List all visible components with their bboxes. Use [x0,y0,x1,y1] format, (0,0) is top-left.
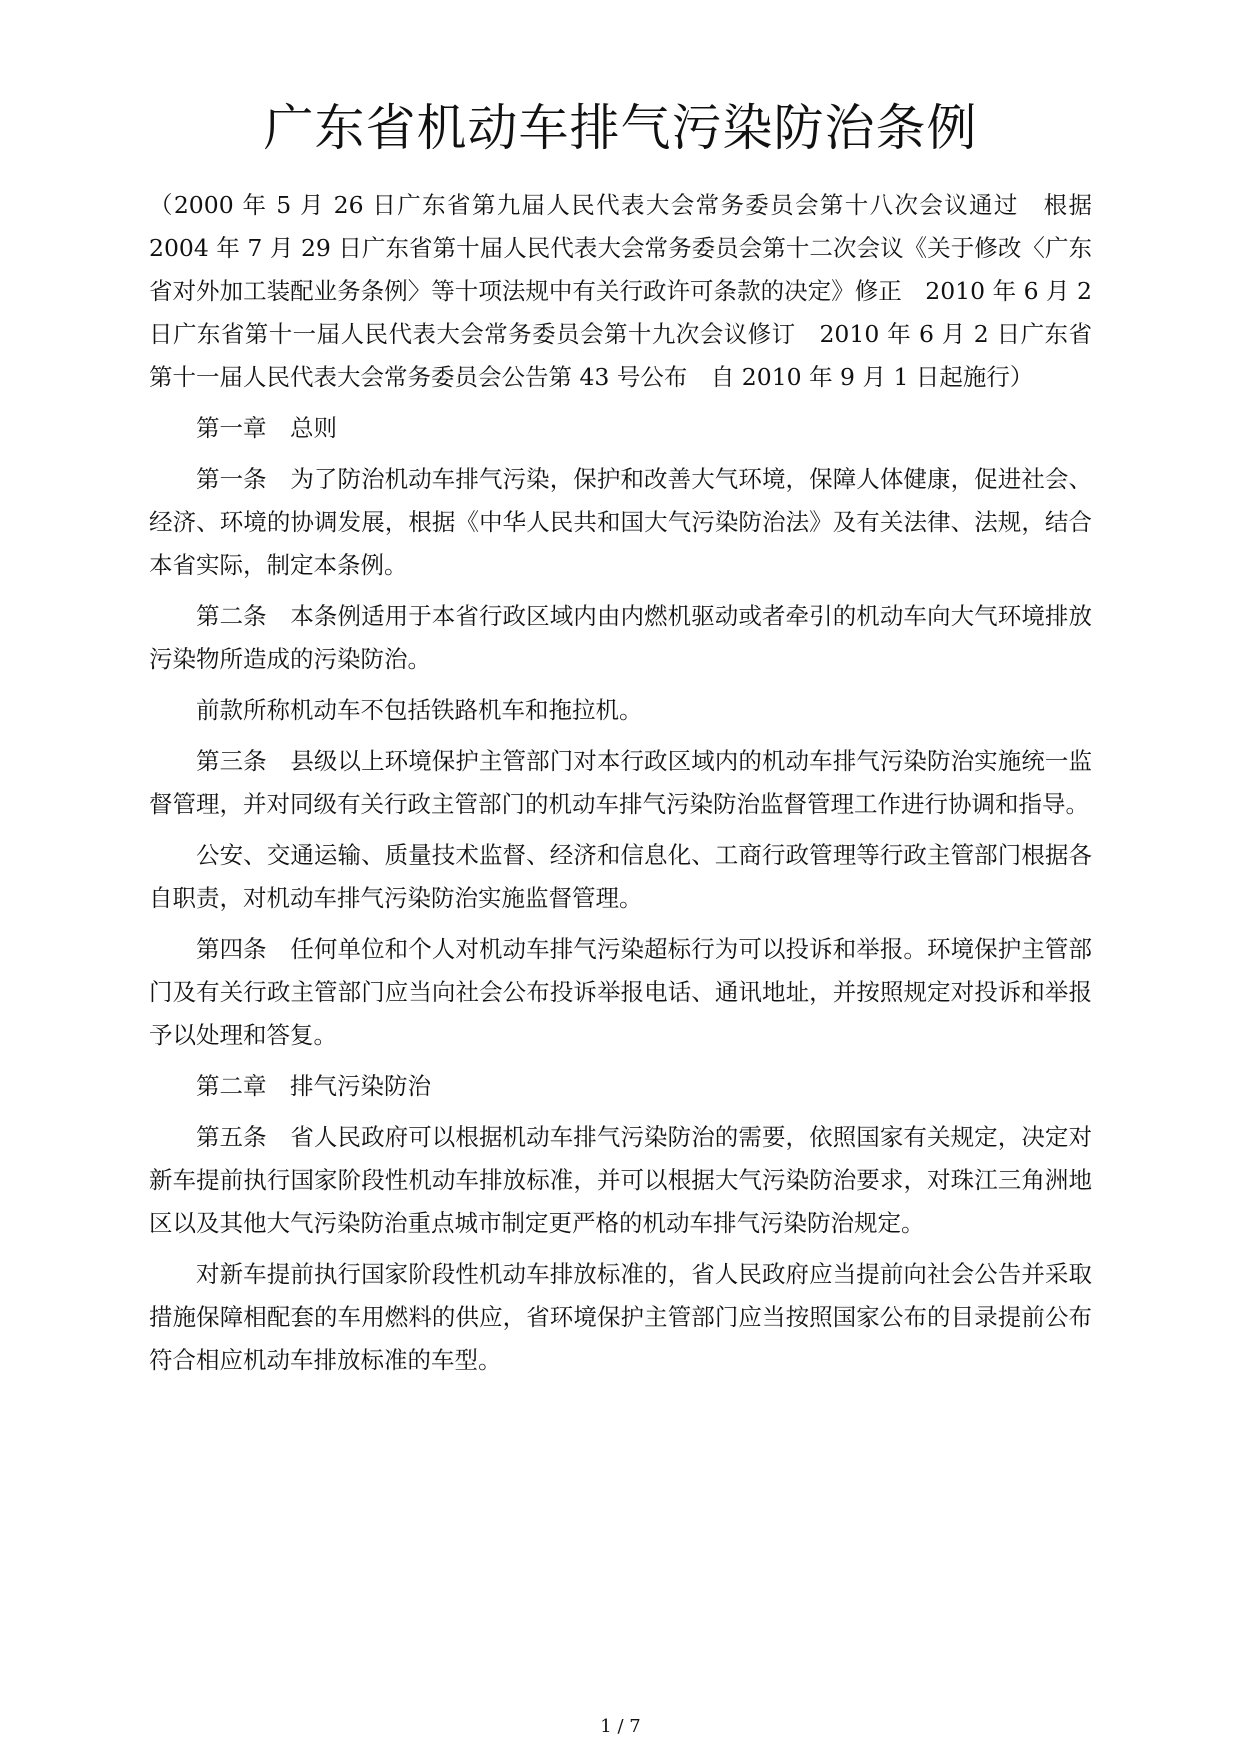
article-paragraph: 第三条 县级以上环境保护主管部门对本行政区域内的机动车排气污染防治实施统一监督管理，并对同级有关行政主管部门的机动车排气污染防治监督管理工作进行协调和指导。 [149,747,1092,818]
article-paragraph: 第一条 为了防治机动车排气污染，保护和改善大气环境，保障人体健康，促进社会、经济、环境的协调发展，根据《中华人民共和国大气污染防治法》及有关法律、法规，结合本省实际，制定本条例。 [149,465,1092,579]
document-title: 广东省机动车排气污染防治条例 [263,99,978,157]
article-paragraph: 第五条 省人民政府可以根据机动车排气污染防治的需要，依照国家有关规定，决定对新车提前执行国家阶段性机动车排放标准，并可以根据大气污染防治要求，对珠江三角洲地区以及其他大气污染防治重点城市制定更严格的机动车排气污染防治规定。 [149,1123,1092,1237]
chapter-heading: 第一章 总则 [196,414,337,442]
article-paragraph: 公安、交通运输、质量技术监督、经济和信息化、工商行政管理等行政主管部门根据各自职责，对机动车排气污染防治实施监督管理。 [149,841,1092,912]
page-number: 1 / 7 [600,1716,641,1737]
document-body [149,184,1092,1390]
article-paragraph: 对新车提前执行国家阶段性机动车排放标准的，省人民政府应当提前向社会公告并采取措施保障相配套的车用燃料的供应，省环境保护主管部门应当按照国家公布的目录提前公布符合相应机动车排放标准的车型。 [149,1260,1092,1374]
preamble-paragraph: （2000 年 5 月 26 日广东省第九届人民代表大会常务委员会第十八次会议通过 根据 2004 年 7 月 29 日广东省第十届人民代表大会常务委员会第十二次会议《关于修改〈广东省对外加工装配业务条例〉等十项法规中有关行政许可条款的决定》修正 2010 年 6 月 2 日广东省第十一届人民代表大会常务委员会第十九次会议修订 2010 年 6 月 2 日广东省第十一届人民代表大会常务委员会公告第 43 号公布 自 2010 年 9 月 1 日起施行） [149,191,1092,391]
article-paragraph: 第四条 任何单位和个人对机动车排气污染超标行为可以投诉和举报。环境保护主管部门及有关行政主管部门应当向社会公布投诉举报电话、通讯地址，并按照规定对投诉和举报予以处理和答复。 [149,935,1092,1049]
chapter-heading: 第二章 排气污染防治 [196,1072,431,1100]
article-paragraph: 第二条 本条例适用于本省行政区域内由内燃机驱动或者牵引的机动车向大气环境排放污染物所造成的污染防治。 [149,602,1092,673]
article-paragraph: 前款所称机动车不包括铁路机车和拖拉机。 [196,696,643,724]
